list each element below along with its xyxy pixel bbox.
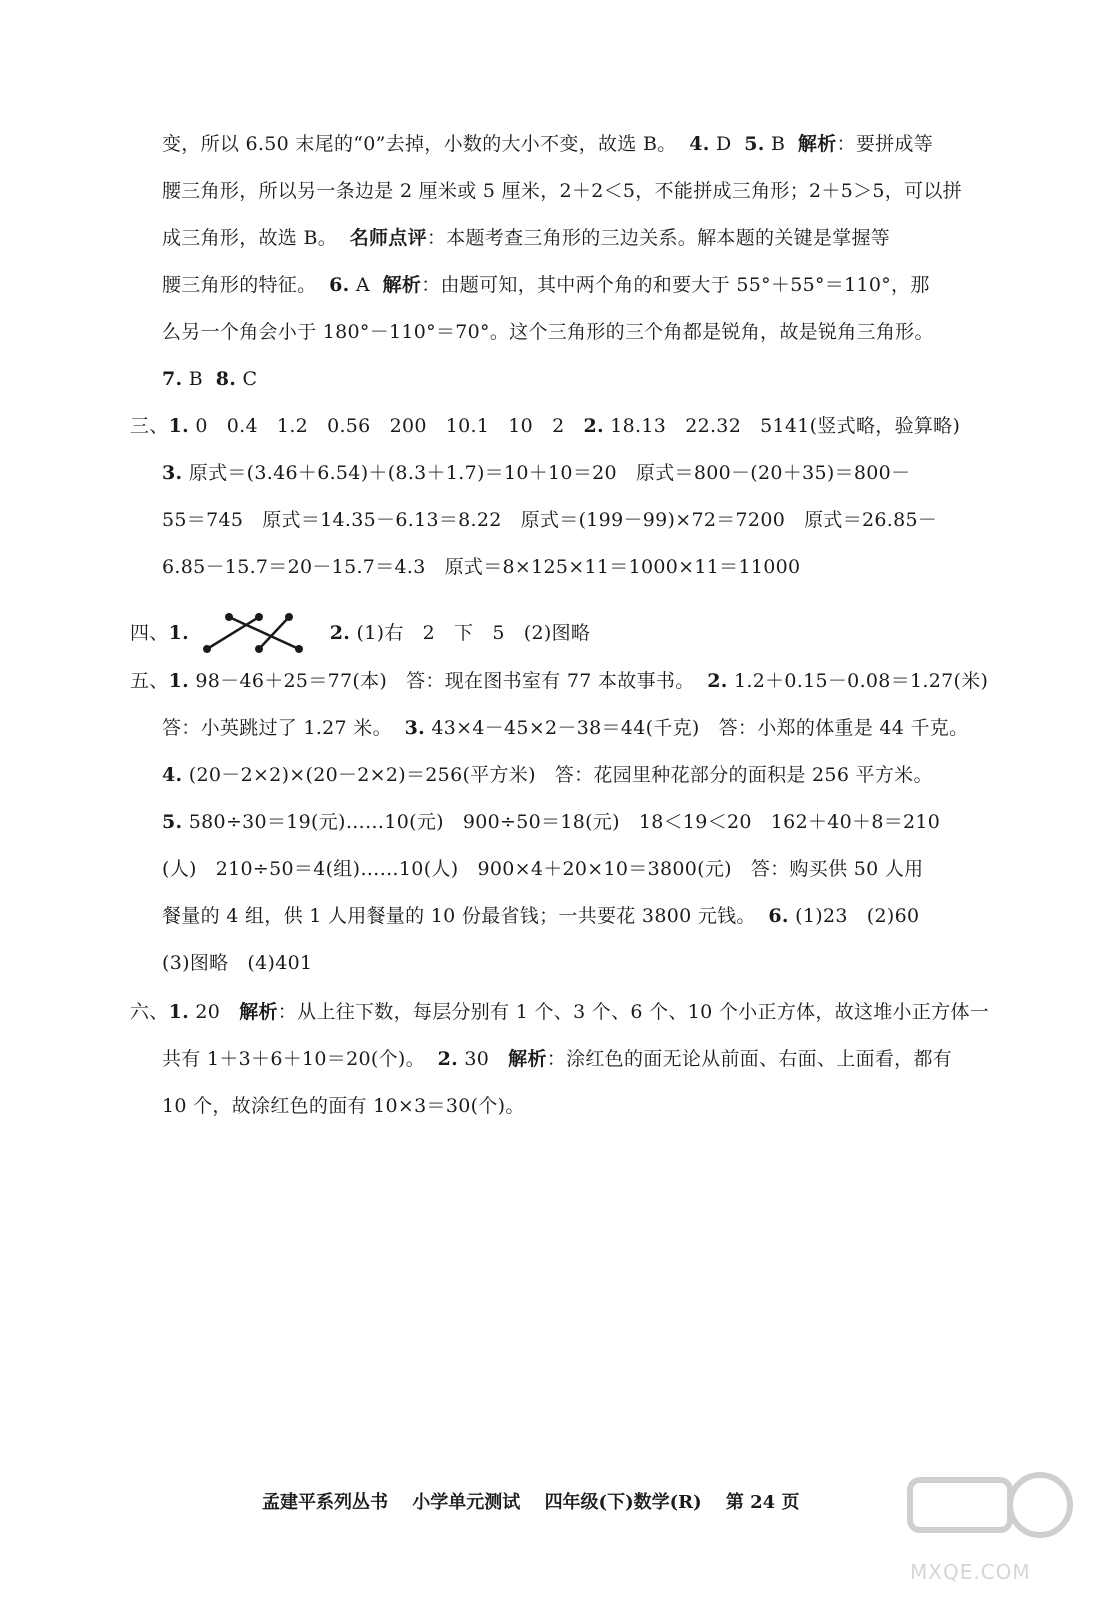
section-label: 四、 xyxy=(130,622,169,644)
text-segment: (1)右 2 下 5 (2)图略 xyxy=(350,622,591,644)
site-watermark xyxy=(900,1460,1080,1590)
text-segment: ：由题可知，其中两个角的和要大于 55°＋55°＝110°，那 xyxy=(421,274,930,296)
footer-page-number: 第 24 页 xyxy=(725,1492,800,1513)
watermark-logo-icon xyxy=(900,1460,1080,1560)
question-number: 2. xyxy=(583,415,604,437)
answer-line-12 xyxy=(130,669,988,693)
answer-line-5 xyxy=(162,320,934,344)
answer-line-11 xyxy=(130,609,590,659)
text-segment: 变，所以 6.50 末尾的“0”去掉，小数的大小不变，故选 B。 xyxy=(162,133,690,155)
text-segment: 580÷30＝19(元)……10(元) 900÷50＝18(元) 18＜19＜20 162＋40＋8＝210 xyxy=(182,811,941,833)
question-number: 1. xyxy=(168,670,190,692)
matching-lines-diagram xyxy=(199,609,309,659)
text-segment: B xyxy=(764,133,798,155)
question-number: 5. xyxy=(744,133,765,155)
text-segment: 20 xyxy=(189,1001,240,1023)
answer-line-6 xyxy=(162,367,257,391)
text-segment: B xyxy=(182,368,216,390)
question-number: 2. xyxy=(437,1048,459,1070)
question-number: 4. xyxy=(689,133,710,155)
text-segment: 腰三角形，所以另一条边是 2 厘米或 5 厘米，2＋2＜5，不能拼成三角形；2＋5＞5，可以拼 xyxy=(162,180,962,202)
footer-series: 孟建平系列丛书 xyxy=(262,1492,388,1513)
answer-line-10 xyxy=(162,555,800,579)
question-number: 1. xyxy=(168,415,190,437)
diagram-line xyxy=(207,617,259,649)
question-number: 4. xyxy=(162,764,183,786)
analysis-label: 解析 xyxy=(797,133,837,155)
text-segment: 共有 1＋3＋6＋10＝20(个)。 xyxy=(162,1048,438,1070)
answer-line-8 xyxy=(162,461,910,485)
answer-line-14 xyxy=(162,763,933,787)
text-segment: 成三角形，故选 B。 xyxy=(162,227,350,249)
text-segment: 55＝745 原式＝14.35－6.13＝8.22 原式＝(199－99)×72＝7200 原式＝26.85－ xyxy=(162,509,938,531)
answer-line-18 xyxy=(162,951,312,975)
text-segment: 腰三角形的特征。 xyxy=(162,274,330,296)
text-segment: A xyxy=(349,274,383,296)
analysis-label: 解析 xyxy=(382,274,422,296)
section-label: 三、 xyxy=(130,415,169,437)
text-segment: ：本题考查三角形的三边关系。解本题的关键是掌握等 xyxy=(426,227,891,249)
question-number: 1. xyxy=(168,622,190,644)
text-segment: 答：小英跳过了 1.27 米。 xyxy=(162,717,405,739)
text-segment: 么另一个角会小于 180°－110°＝70°。这个三角形的三个角都是锐角，故是锐角三角形。 xyxy=(162,321,934,343)
text-segment: 98－46＋25＝77(本) 答：现在图书室有 77 本故事书。 xyxy=(189,670,708,692)
question-number: 3. xyxy=(162,462,183,484)
text-segment: 10 个，故涂红色的面有 10×3＝30(个)。 xyxy=(162,1095,525,1117)
text-segment: ：涂红色的面无论从前面、右面、上面看，都有 xyxy=(546,1048,953,1070)
question-number: 2. xyxy=(329,622,351,644)
text-segment: C xyxy=(236,368,258,390)
answer-line-13 xyxy=(162,716,968,740)
answer-line-4 xyxy=(162,273,930,297)
teacher-comment-label: 名师点评 xyxy=(349,227,427,249)
question-number: 7. xyxy=(162,368,183,390)
section-label: 五、 xyxy=(130,670,169,692)
text-segment: 餐量的 4 组，供 1 人用餐量的 10 份最省钱；一共要花 3800 元钱。 xyxy=(162,905,769,927)
answer-line-15 xyxy=(162,810,940,834)
text-segment: 1.2＋0.15－0.08＝1.27(米) xyxy=(727,670,989,692)
footer-book: 小学单元测试 xyxy=(412,1492,521,1513)
text-segment: 43×4－45×2－38＝44(千克) 答：小郑的体重是 44 千克。 xyxy=(425,717,969,739)
text-segment: 原式＝(3.46＋6.54)＋(8.3＋1.7)＝10＋10＝20 原式＝800－(20＋35)＝800－ xyxy=(182,462,911,484)
answer-line-2 xyxy=(162,179,962,203)
answer-line-7 xyxy=(130,414,960,438)
text-segment: 18.13 22.32 5141(竖式略，验算略) xyxy=(603,415,961,437)
text-segment: (20－2×2)×(20－2×2)＝256(平方米) 答：花园里种花部分的面积是 256 平方米。 xyxy=(182,764,933,786)
page-footer xyxy=(262,1488,817,1514)
question-number: 3. xyxy=(404,717,426,739)
text-segment: D xyxy=(709,133,745,155)
watermark-text: MXQE.COM xyxy=(910,1560,1031,1584)
text-segment: (3)图略 (4)401 xyxy=(162,952,313,974)
answer-line-19 xyxy=(130,1000,989,1024)
text-segment: (人) 210÷50＝4(组)……10(人) 900×4＋20×10＝3800(元) 答：购买供 50 人用 xyxy=(162,858,924,880)
answer-line-3 xyxy=(162,226,890,250)
question-number: 5. xyxy=(162,811,183,833)
analysis-label: 解析 xyxy=(239,1001,278,1023)
text-segment: ：从上往下数，每层分别有 1 个、3 个、6 个、10 个小正方体，故这堆小正方体一 xyxy=(277,1001,990,1023)
text-segment: 30 xyxy=(458,1048,509,1070)
analysis-label: 解析 xyxy=(508,1048,547,1070)
answer-line-9 xyxy=(162,508,937,532)
text-segment: ：要拼成等 xyxy=(836,133,934,155)
section-label: 六、 xyxy=(130,1001,169,1023)
answer-line-1 xyxy=(162,132,933,156)
answer-line-20 xyxy=(162,1047,952,1071)
text-segment: (1)23 (2)60 xyxy=(788,905,920,927)
question-number: 6. xyxy=(768,905,789,927)
answer-line-21 xyxy=(162,1094,525,1118)
answer-line-16 xyxy=(162,857,923,881)
footer-grade: 四年级(下)数学(R) xyxy=(544,1492,702,1513)
question-number: 8. xyxy=(215,368,237,390)
answer-line-17 xyxy=(162,904,919,928)
question-number: 6. xyxy=(329,274,350,296)
text-segment: 6.85－15.7＝20－15.7＝4.3 原式＝8×125×11＝1000×11＝11000 xyxy=(162,556,801,578)
text-segment: 0 0.4 1.2 0.56 200 10.1 10 2 xyxy=(189,415,584,437)
question-number: 2. xyxy=(707,670,728,692)
question-number: 1. xyxy=(168,1001,190,1023)
